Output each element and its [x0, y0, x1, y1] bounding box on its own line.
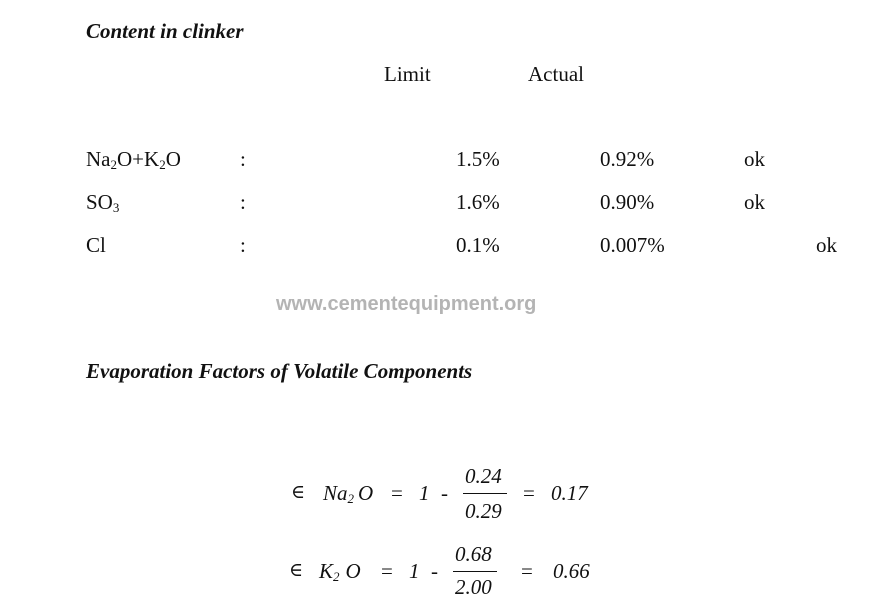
section-title-evaporation: Evaporation Factors of Volatile Components: [86, 359, 473, 383]
watermark-url: www.cementequipment.org: [276, 293, 537, 315]
equation-one: 1: [419, 481, 430, 505]
row-limit-value: 1.5%: [456, 147, 500, 171]
column-header-limit: Limit: [384, 62, 431, 86]
fraction-numerator: 0.24: [465, 464, 502, 488]
fraction-bar: [453, 571, 497, 572]
row-colon: :: [240, 190, 246, 214]
row-limit-value: 0.1%: [456, 233, 500, 257]
row-colon: :: [240, 147, 246, 171]
equation-lhs-k2o: $K_2$ O: [319, 559, 361, 584]
row-colon: :: [240, 233, 246, 257]
row-limit-value: 1.6%: [456, 190, 500, 214]
row-status: ok: [744, 190, 765, 214]
equation-one: 1: [409, 559, 420, 583]
row-actual-value: 0.92%: [600, 147, 655, 171]
equals-sign: =: [391, 481, 403, 505]
row-component-na2o-k2o: $Na_2O+K_2O$: [86, 147, 181, 172]
equals-sign: =: [523, 481, 535, 505]
equation-result: 0.17: [551, 481, 588, 505]
minus-sign: -: [431, 559, 438, 583]
equation-result: 0.66: [553, 559, 590, 583]
fraction-denominator: 2.00: [455, 575, 492, 599]
fraction-denominator: 0.29: [465, 499, 502, 523]
section-title-clinker: Content in clinker: [86, 19, 244, 43]
row-status: ok: [816, 233, 837, 257]
fraction-bar: [463, 493, 507, 494]
column-header-actual: Actual: [528, 62, 584, 86]
element-of-symbol: ∈: [289, 560, 304, 581]
row-actual-value: 0.90%: [600, 190, 655, 214]
equals-sign: =: [521, 559, 533, 583]
equals-sign: =: [381, 559, 393, 583]
row-status: ok: [744, 147, 765, 171]
minus-sign: -: [441, 481, 448, 505]
row-component-so3: $SO_3$: [86, 190, 120, 215]
element-of-symbol: ∈: [291, 482, 306, 503]
row-component-cl: Cl: [86, 233, 106, 257]
row-actual-value: 0.007%: [600, 233, 665, 257]
fraction-numerator: 0.68: [455, 542, 492, 566]
equation-lhs-na2o: $Na_2$ O: [323, 481, 374, 506]
